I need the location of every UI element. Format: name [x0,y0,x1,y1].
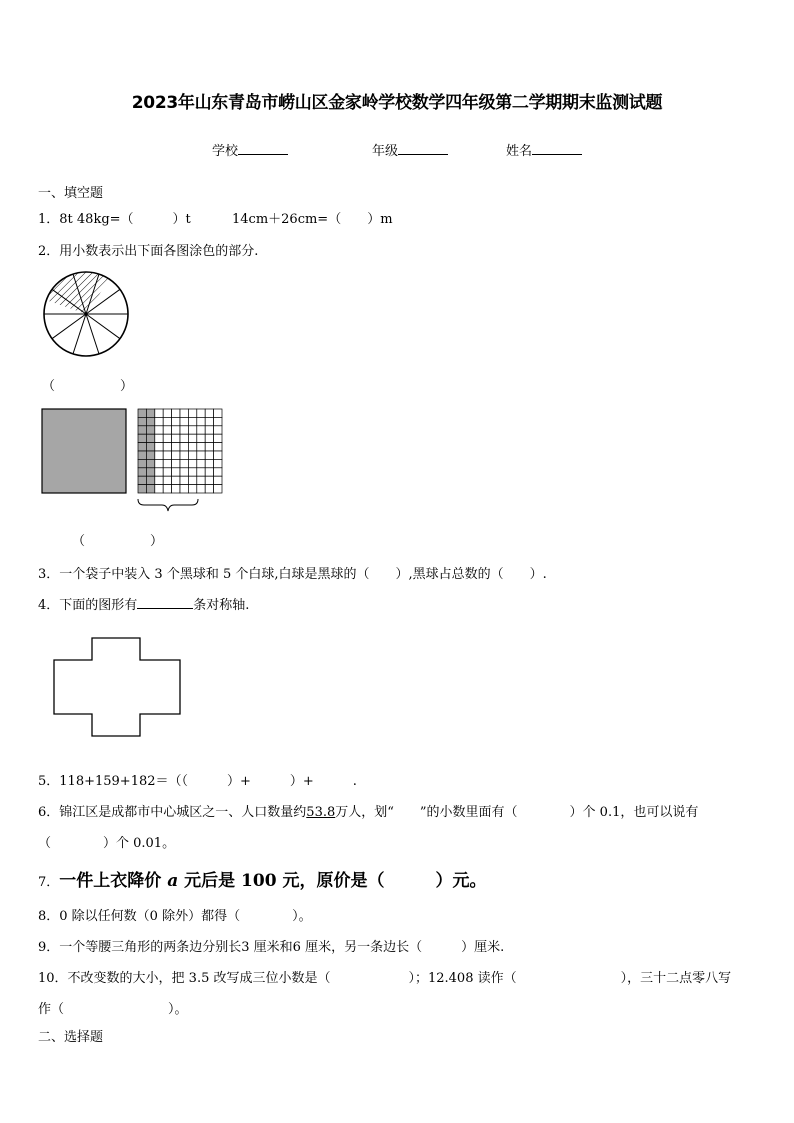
section-heading-fill-in: 一、填空题 [38,186,104,201]
grid-cell [172,409,180,417]
grid-cell [197,443,205,451]
name-field[interactable] [506,140,582,159]
grade-field[interactable] [372,140,448,159]
grid-cell [188,459,196,467]
question-number: 8． [38,909,60,924]
question-number: 7． [38,875,60,890]
grid-cell [180,485,188,493]
question-4 [38,594,249,613]
question-number: 4． [38,598,60,613]
grid-cell [172,451,180,459]
q3-text: 一个袋子中装入 3 个黑球和 5 个白球,白球是黑球的（ ）,黑球占总数的（ ）. [59,567,547,582]
grid-cell [172,459,180,467]
grid-cell [155,451,163,459]
grid-cell [188,476,196,484]
grid-cell [188,426,196,434]
school-field[interactable] [212,140,288,159]
q10-line-2: 作（ ）。 [38,1002,188,1017]
grid-cell [188,434,196,442]
grid-cell [172,417,180,425]
grid-cell [138,451,146,459]
grid-cell [214,434,222,442]
grid-cell [138,459,146,467]
grid-cell [180,434,188,442]
question-number: 6． [38,805,60,820]
grid-cell [197,409,205,417]
grid-cell [197,459,205,467]
grid-cell [155,468,163,476]
question-number: 10． [38,971,68,986]
q4-text-b: 条对称轴. [193,598,250,613]
grid-cell [205,434,213,442]
grid-cell [188,468,196,476]
grid-cell [155,409,163,417]
grid-cell [205,417,213,425]
grid-cell [146,434,154,442]
question-number: 3． [38,567,60,582]
grid-cell [163,459,171,467]
grid-cell [214,443,222,451]
grid-cell [214,426,222,434]
school-label: 学校 [212,144,239,159]
grid-cell [180,443,188,451]
grid-cell [172,434,180,442]
question-3 [38,563,547,582]
cross-shape-figure [52,636,184,740]
grid-cell [163,417,171,425]
grid-cell [172,476,180,484]
q7-text-a: 一件上衣降价 [59,871,162,891]
grid-cell [146,417,154,425]
grid-cell [188,417,196,425]
grid-cell [197,426,205,434]
q6-text-a: 锦江区是成都市中心城区之一、人口数量约 [59,805,307,820]
grid-cell [214,468,222,476]
grid-cell [155,459,163,467]
grid-cell [197,476,205,484]
grid-cell [197,417,205,425]
grid-cell [214,409,222,417]
grid-cell [214,476,222,484]
decimal-grid-figure [40,407,226,527]
grid-cell [172,426,180,434]
grid-cell [163,426,171,434]
q7-variable: a [167,871,179,891]
question-number: 2． [38,244,60,259]
grid-cell [172,485,180,493]
grid-cell [146,426,154,434]
grid-cell [180,417,188,425]
question-8 [38,905,312,924]
grid-cell [146,485,154,493]
grid-cell [197,451,205,459]
grid-cell [197,485,205,493]
q8-text: 0 除以任何数（0 除外）都得（ ）。 [59,909,312,924]
grid-cell [138,409,146,417]
grid-cell [180,409,188,417]
grid-cell [146,459,154,467]
question-7 [38,866,486,891]
name-blank[interactable] [532,142,582,155]
school-blank[interactable] [238,142,288,155]
grid-cell [180,451,188,459]
grid-cell [172,443,180,451]
q4-answer-blank[interactable] [137,596,193,609]
q2-text: 用小数表示出下面各图涂色的部分. [59,244,259,259]
grid-cell [172,468,180,476]
grid-cell [138,434,146,442]
q1-part-b: 14cm＋26cm=（ ）m [232,212,393,227]
grid-cell [214,417,222,425]
grid-cell [188,443,196,451]
grid-cell [138,476,146,484]
grid-cell [138,468,146,476]
section-heading-multiple-choice: 二、选择题 [38,1030,104,1045]
grid-cell [180,476,188,484]
grid-cell [163,451,171,459]
grid-cell [138,443,146,451]
grid-cell [163,443,171,451]
grid-cell [197,434,205,442]
grid-cell [214,459,222,467]
shaded-circle-figure [40,270,132,358]
question-number: 5． [38,774,60,789]
grid-cell [205,409,213,417]
grid-cell [197,468,205,476]
question-1 [38,208,191,227]
grid-cell [188,409,196,417]
grid-cell [163,476,171,484]
grid-cell [138,485,146,493]
grid-cell [155,443,163,451]
grid-cell [214,451,222,459]
q7-text-b: 元后是 100 元，原价是（ ）元。 [184,871,487,891]
q6-text-b: 万人，划“ ”的小数里面有（ ）个 0.1，也可以说有 [335,805,699,820]
question-6 [38,801,698,820]
grid-cell [146,451,154,459]
question-number: 1． [38,212,60,227]
question-2 [38,240,258,259]
grid-cell [155,434,163,442]
q2-answer-blank-2[interactable]: （ ） [72,534,164,549]
q10-line-1: 不改变数的大小，把 3.5 改写成三位小数是（ ）；12.408 读作（ ），三十二点零八写 [67,971,732,986]
q6-underlined-number: 53.8 [306,805,336,820]
question-10 [38,967,731,986]
grid-cell [155,417,163,425]
q5-text: 118+159+182＝（（ ）+ ）+ . [59,774,357,789]
q6-line-2: （ ）个 0.01。 [38,836,176,851]
grid-cell [188,485,196,493]
question-5 [38,770,357,789]
grid-cell [155,485,163,493]
grid-cell [214,485,222,493]
grid-cell [163,409,171,417]
grid-cell [163,468,171,476]
grid-cell [188,451,196,459]
question-number: 9． [38,940,60,955]
grid-cell [205,459,213,467]
grid-cell [180,459,188,467]
grid-cell [180,468,188,476]
q1-part-a: 8t 48kg=（ ）t [59,212,191,227]
grid-cell [146,476,154,484]
grid-cell [205,468,213,476]
question-9 [38,936,504,955]
grid-cell [138,417,146,425]
q2-answer-blank-1[interactable]: （ ） [42,379,134,394]
grid-cell [205,443,213,451]
name-label: 姓名 [506,144,533,159]
grid-cell [155,476,163,484]
grade-label: 年级 [372,144,399,159]
grid-cell [146,443,154,451]
grid-cell [163,434,171,442]
grid-cell [138,426,146,434]
grid-cell [180,426,188,434]
grid-cell [146,409,154,417]
grid-cell [205,426,213,434]
q9-text: 一个等腰三角形的两条边分别长3 厘米和6 厘米，另一条边长（ ）厘米. [59,940,505,955]
grid-cell [163,485,171,493]
page-title: 2023年山东青岛市崂山区金家岭学校数学四年级第二学期期末监测试题 [131,93,663,113]
grid-cell [155,426,163,434]
grid-cell [205,476,213,484]
q4-text-a: 下面的图形有 [59,598,138,613]
grid-cell [146,468,154,476]
grid-cell [205,451,213,459]
grid-cell [205,485,213,493]
grade-blank[interactable] [398,142,448,155]
